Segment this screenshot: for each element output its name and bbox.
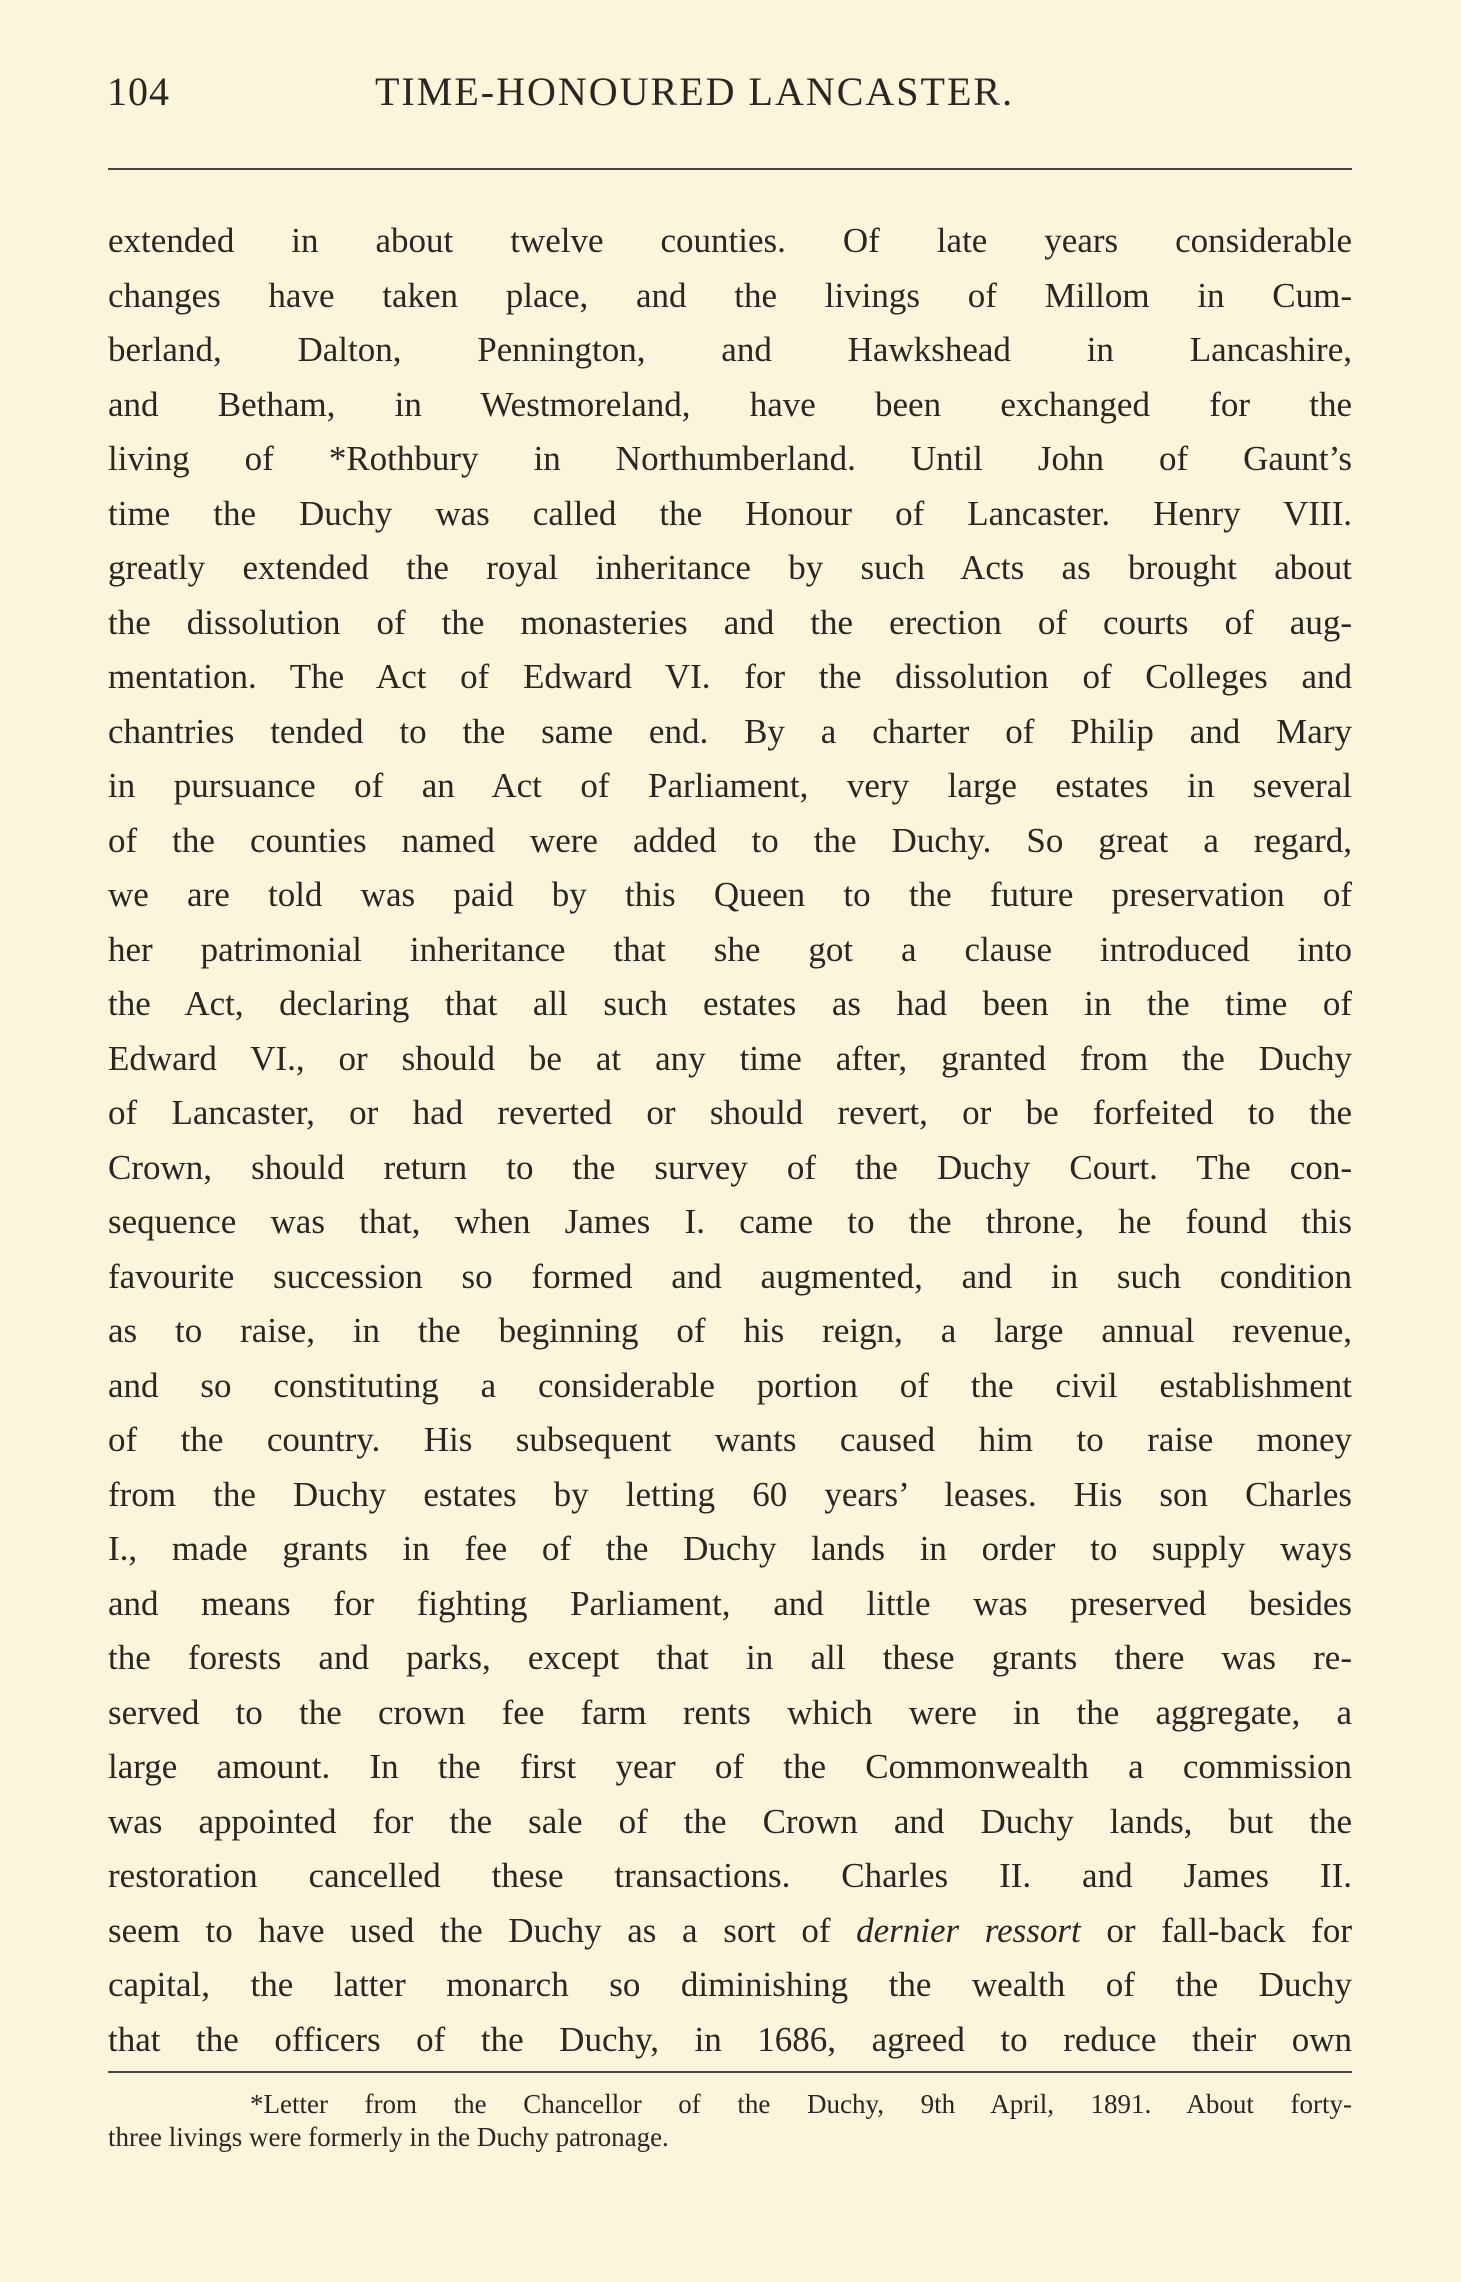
text-line: chantries tended to the same end. By a charter of Philip and Mary [108,711,1352,751]
text-line: the forests and parks, except that in all these grants there was re- [108,1638,1352,1677]
text-line: of the counties named were added to the Duchy. So great a regard, [108,820,1352,860]
text-line: changes have taken place, and the livings of Millom in Cum- [108,275,1352,315]
text-line-with-italic [108,1904,1352,1959]
text-line: large amount. In the first year of the Commonwealth a commission [108,1747,1352,1786]
text-line: as to raise, in the beginning of his reign, a large annual revenue, [108,1311,1352,1350]
header-rule [108,168,1352,170]
text-line: and means for fighting Parliament, and little was preserved besides [108,1583,1352,1623]
text-line: of the country. His subsequent wants caused him to raise money [108,1420,1352,1459]
text-line: the dissolution of the monasteries and the erection of courts of aug- [108,602,1352,642]
text-segment: seem to have used the Duchy as a sort of [108,1910,831,1950]
text-line: in pursuance of an Act of Parliament, very large estates in several [108,766,1352,805]
text-line: sequence was that, when James I. came to the throne, he found this [108,1202,1352,1241]
footnote-line: *Letter from the Chancellor of the Duchy, 9th April, 1891. About forty- [250,2089,1352,2119]
footnote-line: three livings were formerly in the Duchy patronage. [108,2122,669,2152]
text-line: berland, Dalton, Pennington, and Hawkshead in Lancashire, [108,330,1352,369]
text-line: greatly extended the royal inheritance by such Acts as brought about [108,548,1352,587]
text-line: time the Duchy was called the Honour of Lancaster. Henry VIII. [108,493,1352,533]
text-line: Edward VI., or should be at any time after, granted from the Duchy [108,1038,1352,1078]
text-segment: or fall-back for [1106,1910,1353,1950]
text-line: extended in about twelve counties. Of late years considerable [108,221,1352,260]
text-line: mentation. The Act of Edward VI. for the dissolution of Colleges and [108,657,1352,696]
text-line: favourite succession so formed and augmented, and in such condition [108,1256,1352,1296]
italic-phrase: dernier ressort [856,1910,1081,1950]
running-title: TIME-HONOURED LANCASTER. [375,69,1015,114]
text-line: of Lancaster, or had reverted or should revert, or be forfeited to the [108,1093,1352,1132]
text-line: her patrimonial inheritance that she got a clause introduced into [108,929,1352,969]
text-line: I., made grants in fee of the Duchy lands in order to supply ways [108,1529,1352,1568]
text-line: living of *Rothbury in Northumberland. Until John of Gaunt’s [108,439,1352,478]
text-line: and so constituting a considerable portion of the civil establishment [108,1365,1352,1405]
footnote [108,2088,1352,2154]
text-line: and Betham, in Westmoreland, have been exchanged for the [108,384,1352,424]
text-line: capital, the latter monarch so diminishing the wealth of the Duchy [108,1965,1352,2004]
text-line: served to the crown fee farm rents which were in the aggregate, a [108,1692,1352,1732]
text-line: the Act, declaring that all such estates as had been in the time of [108,984,1352,1023]
text-line: Crown, should return to the survey of the Duchy Court. The con- [108,1147,1352,1187]
text-line: we are told was paid by this Queen to the future preservation of [108,875,1352,914]
running-head [107,62,1352,122]
text-line: restoration cancelled these transactions. Charles II. and James II. [108,1856,1352,1895]
text-line: was appointed for the sale of the Crown and Duchy lands, but the [108,1801,1352,1841]
footnote-rule [108,2071,1352,2073]
text-line: from the Duchy estates by letting 60 years’ leases. His son Charles [108,1474,1352,1514]
body-text [108,214,1352,2067]
page-number: 104 [107,69,170,114]
text-line: that the officers of the Duchy, in 1686, agreed to reduce their own [108,2019,1352,2059]
